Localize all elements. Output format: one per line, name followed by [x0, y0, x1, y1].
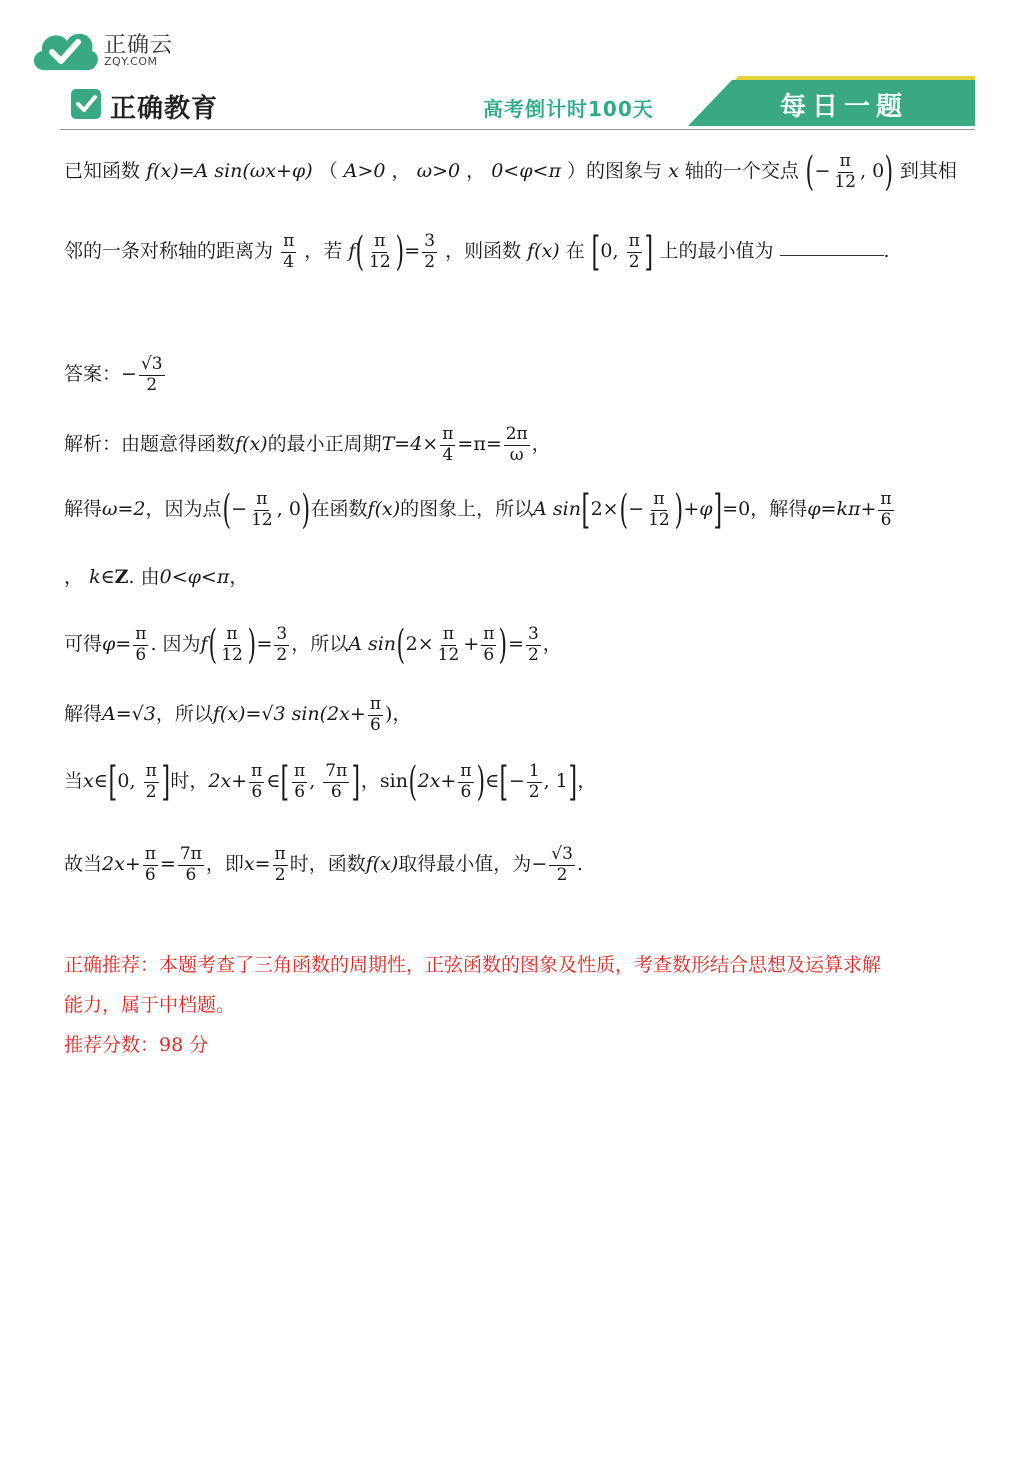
daily-question-badge: 每日一题	[780, 92, 909, 122]
text: ，	[466, 160, 486, 183]
question-line-1: 已知函数 f(x)=A sin(ωx+φ) （ A>0 ， ω>0 ， 0<φ<π ）的图象与 x 轴的一个交点 (− $\frac{\pi}{12}$ , 0) 到其相	[64, 149, 957, 196]
fraction: $\frac{\pi}{12}$	[834, 151, 857, 192]
text: ，若	[304, 240, 343, 263]
check-icon	[70, 88, 102, 120]
analysis-line-7: 故当2x+ $\frac{\pi}{6}$ = $\frac{7\pi}{6}$ ，即x= $\frac{\pi}{2}$ 时，函数f(x)取得最小值，为− $\frac{√3}{2}$ .	[64, 844, 583, 885]
text: （	[318, 160, 338, 183]
text: 已知函数	[64, 160, 141, 183]
text: 轴的一个交点	[684, 160, 799, 183]
text: ）的图象与	[567, 160, 663, 183]
text: ，则函数	[445, 240, 522, 263]
recommend-score: 推荐分数：98 分	[64, 1034, 209, 1056]
text: 上的最小值为	[659, 240, 774, 263]
analysis-line-3: ， k∈Z. 由0<φ<π，	[64, 566, 249, 588]
question-line-2: 邻的一条对称轴的距离为 $\frac{\pi}{4}$ ，若 f( $\frac{\pi}{12}$ )= $\frac{3}{2}$ ，则函数 f(x) 在 [0, $\frac{\pi}{2}$ ] 上的最小值为 .	[64, 229, 890, 276]
cloud-check-icon	[30, 24, 100, 74]
analysis-line-4: 可得φ= $\frac{\pi}{6}$ . 因为f( $\frac{\pi}{12}$ )= $\frac{3}{2}$ ，所以A sin(2× $\frac{\pi}{12}$ + $\frac{\pi}{6}$ )= $\frac{3}{2}$ ，	[64, 622, 562, 669]
analysis-line-1: 解析：由题意得函数f(x)的最小正周期T=4× $\frac{\pi}{4}$ =π= $\frac{2\pi}{\omega}$ ，	[64, 424, 551, 465]
text: ，	[391, 160, 411, 183]
header-divider	[60, 129, 975, 130]
math: ω>0	[416, 160, 461, 183]
brand-name: 正确云	[104, 33, 174, 58]
analysis-line-6: 当x∈[0, $\frac{\pi}{2}$ ]时，2x+ $\frac{\pi}{6}$ ∈[ $\frac{\pi}{6}$ , $\frac{7\pi}{6}$ ]，sin(2x+ $\frac{\pi}{6}$ )∈[− $\frac{1}{2}$ , 1]，	[64, 759, 597, 806]
header-title: 正确教育	[110, 94, 219, 124]
analysis-line-2: 解得ω=2，因为点(− $\frac{\pi}{12}$ , 0)在函数f(x)的图象上，所以A sin[2×(− $\frac{\pi}{12}$ )+φ]=0，解得φ=kπ+ $\frac{\pi}{6}$	[64, 487, 892, 534]
text: 到其相	[899, 160, 957, 183]
brand-logo	[30, 24, 230, 76]
analysis-line-5: 解得A=√3，所以f(x)=√3 sin(2x+ $\frac{\pi}{6}$ )，	[64, 694, 412, 735]
answer-value: $\frac{√3}{2}$	[140, 354, 163, 395]
fraction: $\frac{\pi}{4}$	[283, 231, 295, 272]
math: f(x)=A sin(ωx+φ)	[146, 160, 313, 183]
answer-blank[interactable]	[780, 255, 884, 256]
answer-line: 答案：− $\frac{√3}{2}$	[64, 354, 163, 395]
countdown-label: 高考倒计时100天	[483, 97, 654, 121]
header-bar	[60, 74, 975, 130]
math: 0<φ<π	[491, 160, 561, 183]
brand-site: ZQY.COM	[104, 55, 158, 68]
recommend-line-2: 能力，属于中档题。	[64, 994, 236, 1016]
math: x	[668, 160, 679, 183]
answer-label: 答案：	[64, 363, 122, 386]
recommend-line-1: 正确推荐：本题考查了三角函数的周期性，正弦函数的图象及性质，考查数形结合思想及运算求解	[64, 954, 882, 976]
math: A>0	[343, 160, 386, 183]
text: 邻的一条对称轴的距离为	[64, 240, 274, 263]
